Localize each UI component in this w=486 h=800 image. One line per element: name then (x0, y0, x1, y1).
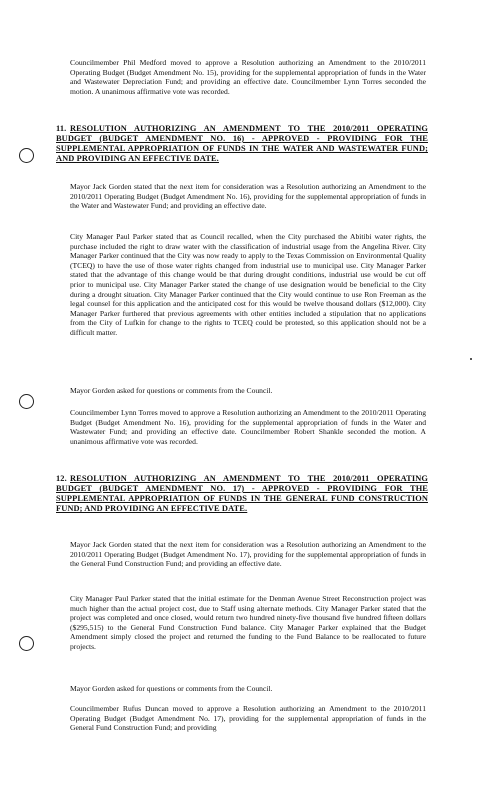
scan-speck (470, 358, 472, 360)
agenda-item-11-heading (56, 124, 428, 164)
paragraph-item-12-questions: Mayor Gorden asked for questions or comments from the Council. (70, 684, 273, 693)
agenda-item-number: 11. (56, 124, 67, 133)
agenda-item-title: RESOLUTION AUTHORIZING AN AMENDMENT TO THE 2010/2011 OPERATING BUDGET (BUDGET AMENDMENT NO. 16) - APPROVED - PROVIDING FOR THE SUPPLEMENTAL APPROPRIATION OF FUNDS IN THE WATER AND WASTEWATER FUND; AND PROVIDING AN EFFECTIVE DATE. (56, 124, 428, 163)
agenda-item-title: RESOLUTION AUTHORIZING AN AMENDMENT TO THE 2010/2011 OPERATING BUDGET (BUDGET AMENDMENT NO. 17) - APPROVED - PROVIDING FOR THE SUPPLEMENTAL APPROPRIATION OF FUNDS IN THE GENERAL FUND CONSTRUCTION FUND; AND PROVIDING AN EFFECTIVE DATE. (56, 474, 428, 513)
paragraph-item-11-city-manager: City Manager Paul Parker stated that as Council recalled, when the City purchased the Abitibi water rights, the purchase included the right to draw water with the classification of industrial usage from the Angelina River. City Manager Parker continued that the City was now ready to apply to the Texas Commission on Environmental Quality (TCEQ) to have the use of those water rights changed from industrial use to municipal use. City Manager Parker stated that the advantage of this change would be that during drought conditions, industrial use would be cut off prior to municipal use. City Manager Parker stated the change of use designation would be beneficial to the City during a drought situation. City Manager Parker continued that the City would continue to use Ron Freeman as the legal counsel for this application and the anticipated cost for this would be twelve thousand dollars ($12,000). City Manager Parker furthered that previous agreements with other entities included a stipulation that no applications from the City of Lufkin for change to the rights to TCEQ could be protested, so this application should not be a difficult matter. (70, 232, 426, 337)
agenda-item-12-heading (56, 474, 428, 514)
paragraph-motion-amendment-15: Councilmember Phil Medford moved to approve a Resolution authorizing an Amendment to the 2010/2011 Operating Budget (Budget Amendment No. 15), providing for the supplemental appropriation of funds in the Water and Wastewater Depreciation Fund; and providing an effective date. Councilmember Lynn Torres seconded the motion. A unanimous affirmative vote was recorded. (70, 58, 426, 96)
paragraph-item-12-motion: Councilmember Rufus Duncan moved to approve a Resolution authorizing an Amendment to the 2010/2011 Operating Budget (Budget Amendment No. 17), providing for the supplemental appropriation of funds in the General Fund Construction Fund; and providing (70, 704, 426, 733)
agenda-item-number: 12. (56, 474, 67, 483)
binder-hole-bottom (19, 636, 34, 651)
paragraph-item-11-questions: Mayor Gorden asked for questions or comments from the Council. (70, 386, 273, 395)
binder-hole-top (19, 148, 34, 163)
paragraph-item-11-motion: Councilmember Lynn Torres moved to approve a Resolution authorizing an Amendment to the 2010/2011 Operating Budget (Budget Amendment No. 16), providing for the supplemental appropriation of funds in the Water and Wastewater Fund; and providing an effective date. Councilmember Robert Shankle seconded the motion. A unanimous affirmative vote was recorded. (70, 408, 426, 446)
paragraph-item-11-introduction: Mayor Jack Gorden stated that the next item for consideration was a Resolution authorizing an Amendment to the 2010/2011 Operating Budget (Budget Amendment No. 16), providing for the supplemental appropriation of funds in the Water and Wastewater Fund; and providing an effective date. (70, 182, 426, 211)
paragraph-item-12-introduction: Mayor Jack Gorden stated that the next item for consideration was a Resolution authorizing an Amendment to the 2010/2011 Operating Budget (Budget Amendment No. 17), providing for the supplemental appropriation of funds in the General Fund Construction Fund; and providing an effective date. (70, 540, 426, 569)
paragraph-item-12-city-manager: City Manager Paul Parker stated that the initial estimate for the Denman Avenue Street Reconstruction project was much higher than the actual project cost, due to Staff using alternate methods. City Manager Parker stated that the project was completed and once closed, would return two hundred ninety-five thousand five hundred fifteen dollars ($295,515) to the General Fund Construction Fund balance. City Manager Parker explained that the Budget Amendment simply closed the project and returned the funding to the Fund Balance to be reallocated to future projects. (70, 594, 426, 651)
binder-hole-middle (19, 394, 34, 409)
